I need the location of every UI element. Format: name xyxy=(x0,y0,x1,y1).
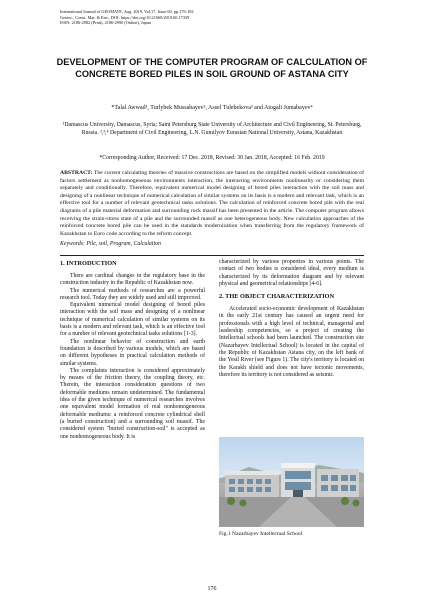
journal-line-1: International Journal of GEOMATE, Aug. 2019, Vol.17, Issue 60, pp.176-182 xyxy=(60,9,194,14)
intro-paragraph: Equivalent numerical model designing of bored piles interaction with the soil mass and designing of a nonlinear technique of numerical calculation of similar systems on its basis is a modern and relevant task, which is an effective tool for a number of relevant geotechnical tasks solutions [1-3]. xyxy=(60,302,205,338)
intro-paragraph: The nonlinear behavior of construction and earth foundation is described by various models, which are based on different hypotheses in practical calculation methods of similar systems. xyxy=(60,338,205,367)
intro-paragraph: The numerical methods of researches are a powerful research tool. Today they are widely used and still improved. xyxy=(60,287,205,301)
paper-title: DEVELOPMENT OF THE COMPUTER PROGRAM OF CALCULATION OF CONCRETE BORED PILES IN SOIL GROUND OF ASTANA CITY xyxy=(56,57,368,79)
section-divider xyxy=(60,255,364,256)
abstract-text: The current calculating theories of massive constructions are based on the simplified models without consideration of factors settlement as nonhomogeneous environments interaction, the interacting environments nonlinearity or considering them separately and conditionally. Therefore, equivalent numerical model designing of bored piles interaction with the soil mass and designing of a nonlinear technique of numerical calculation of similar systems on its basis is a modern and relevant task, which is an effective tool for a number of relevant geotechnical tasks solutions. The calculation of reinforced concrete bored pile with the real diagrams of a pile material deformation and surrounding rock massif has been presented in the article. The computer program allows receiving the strain-stress state of a pile and the surrounded massif as one heterogeneous body. New calculation approaches of the reinforced concrete bored pile can be used in the standards modernization when transferring from the regulatory framework of Kazakhstan to Euro code according to the reform concept. xyxy=(60,170,364,237)
abstract xyxy=(60,170,364,238)
journal-line-3: ISSN: 2186-2982 (Print), 2186-2990 (Online), Japan xyxy=(60,20,151,26)
journal-line-2: Geotec., Const. Mat. & Env., DOI: https://doi.org/10.21660/2019.60.17339 xyxy=(60,14,190,20)
section-heading-introduction: 1. INTRODUCTION xyxy=(60,260,117,267)
page-number: 176 xyxy=(207,586,217,592)
affiliations: ¹Damascus University, Damascus, Syria; Saint Petersburg State University of Architecture and Civil Engineering, St. Petersburg, Russia. ²,³,⁴ Department of Civil Engineering, L.N. Gumilyov Eurasian National University, Astana, Kazakhstan xyxy=(62,122,362,136)
section-heading-object: 2. THE OBJECT CHARACTERIZATION xyxy=(219,293,335,301)
keywords: Keywords: Pile, soil, Program, Calculation xyxy=(60,241,161,247)
correspondence-line: *Corresponding Author, Received: 17 Dec. 2018, Revised: 30 Jan. 2018, Accepted: 16 Feb. 2019 xyxy=(99,155,325,161)
abstract-label: ABSTRACT: xyxy=(60,170,93,176)
right-column xyxy=(219,259,364,379)
continued-paragraph: characterized by various properties in various points. The contact of two bodies is considered ideal, every medium is characterized by its deformation diagram and by relevant physical and geometrical relationships [4-6]. xyxy=(219,259,364,287)
school-building-photo xyxy=(219,437,364,527)
intro-paragraph: The complaints interaction is considered approximately by means of the friction theory, the coupling theory, etc. Therein, the interaction consideration questions of two deformable mediums remain undetermined. The fundamental idea of the given technique of numerical researches involves one equivalent model formation of real nonhomogeneous deformable mediums: a reinforced concrete cylindrical shell (a buried construction) and a surrounding soil massif. The considered system "buried construction-soil" is accepted as one nonhomogeneous body. It is xyxy=(60,367,205,440)
left-column xyxy=(60,260,205,441)
journal-header xyxy=(60,9,360,26)
intro-paragraph: There are cardinal changes in the regulatory base in the construction industry in the Republic of Kazakhstan now. xyxy=(60,273,205,287)
author-list: *Talal Awwad¹, Turlybek Mussabayev², Assel Tulebekova³ and Atogali Jumabayev⁴ xyxy=(111,105,313,111)
object-paragraph: Accelerated socio-economic development of Kazakhstan in the early 21st century has caused an urgent need for professionals with a high level of technical, managerial and leadership competencies, so a project of creating the Intellectual schools had been launched. The construction site (Nazarbayev Intellectual School) is located in the capital of the Republic of Kazakhstan Astana city, on the left bank of the Yesil River (see Figure 1). The city's territory is located on the Karakh shield and does not have tectonic movements, therefore its territory is not considered as seismic. xyxy=(219,306,364,378)
figure-caption: Fig.1 Nazarbayev Intellectual School xyxy=(219,531,303,537)
